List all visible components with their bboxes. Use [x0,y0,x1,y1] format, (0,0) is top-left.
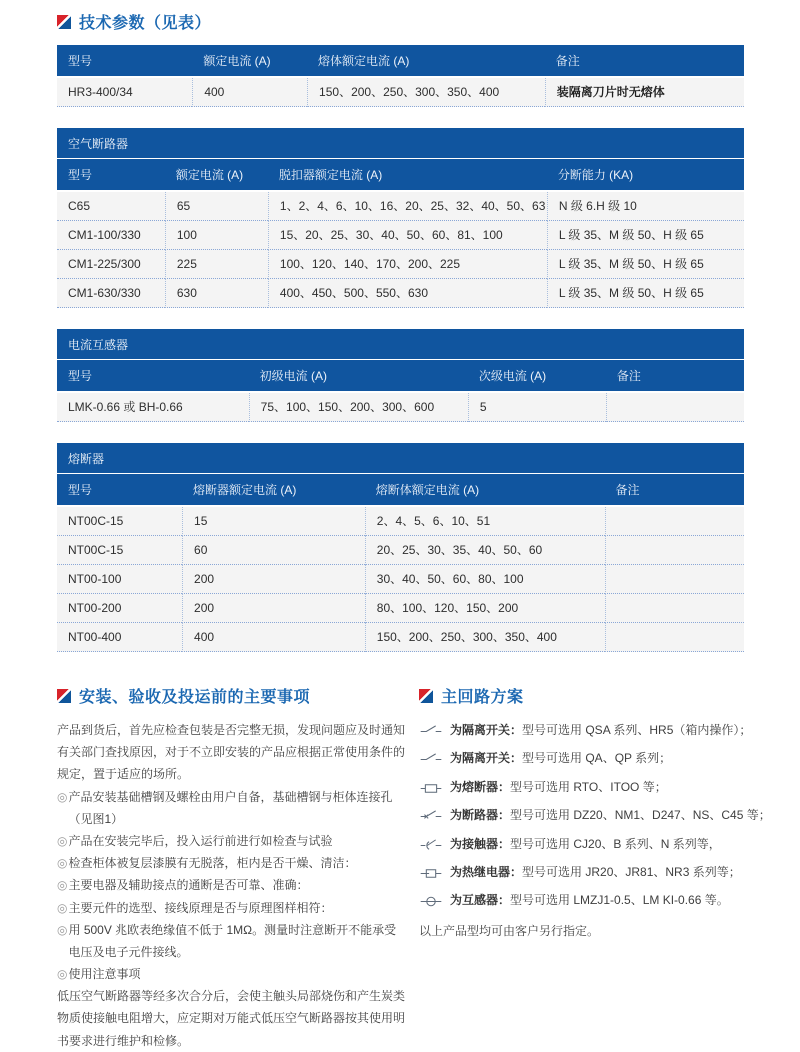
data-table [57,474,744,652]
table-cell: NT00C-15 [57,536,182,565]
table-cell: 5 [468,393,606,422]
table-cell: 200 [182,594,365,623]
install-bullet [57,830,405,852]
table-cell: 75、100、150、200、300、600 [249,393,468,422]
data-table [57,45,744,107]
install-bullet-text: 用 500V 兆欧表绝缘值不低于 1MΩ。测量时注意断开不能承受电压及电子元件接线。 [68,922,397,959]
table-cell: CM1-630/330 [57,279,165,308]
section-title: 技术参数（见表） [79,15,212,32]
table-cell: L 级 35、M 级 50、H 级 65 [547,250,744,279]
table-row [57,192,744,221]
install-section-heading [57,684,405,707]
table-title: 电流互感器 [57,329,744,359]
section-title: 安装、验收及投运前的主要事项 [79,689,311,706]
install-bullet [57,874,405,896]
page-content [57,0,771,1052]
circuit-item-label: 为断路器： [450,808,511,823]
column-header: 熔体额定电流 (A) [307,45,545,78]
table-row [57,565,744,594]
table-row [57,507,744,536]
diagonal-square-icon [57,689,71,703]
circuit-item-label: 为熔断器： [450,779,511,794]
install-bullet-text: 产品安装基础槽钢及螺栓由用户自备，基础槽钢与柜体连接孔（见图1） [68,789,393,826]
table-cell: CM1-225/300 [57,250,165,279]
table-row [57,623,744,652]
table-cell [605,565,744,594]
header-row [57,45,744,78]
circle-bullet-icon: ◎ [57,856,68,871]
isolator-switch-icon [419,724,443,747]
column-header: 型号 [57,159,165,192]
circuit-item [419,747,798,775]
circle-bullet-icon: ◎ [57,789,68,804]
table-cell: N 级 6.H 级 10 [547,192,744,221]
diagonal-square-icon [57,15,71,29]
table-cell: 150、200、250、300、350、400 [365,623,605,652]
table-row [57,279,744,308]
table-cell [606,393,744,422]
table-row [57,78,744,107]
table-cell: 20、25、30、35、40、50、60 [365,536,605,565]
table-cell: C65 [57,192,165,221]
circuit-item [419,889,798,917]
table-cell: NT00C-15 [57,507,182,536]
circuit-item-text [450,719,751,742]
install-outro: 低压空气断路器等经多次合分后，会使主触头局部烧伤和产生炭类物质使接触电阻增大，应定期对万能式低压空气断路器按其使用明书要求进行维护和检修。 [57,989,406,1048]
table-cell: 80、100、120、150、200 [365,594,605,623]
table-current-transformer [57,329,744,422]
table-title: 熔断器 [57,443,744,473]
table-hr3 [57,45,744,107]
circuit-item [419,861,798,889]
circuit-item [419,719,798,747]
circle-bullet-icon: ◎ [57,878,68,893]
table-cell: CM1-100/330 [57,221,165,250]
table-cell: 225 [165,250,268,279]
contactor-icon [419,838,443,861]
table-cell [605,594,744,623]
circuit-item [419,804,798,832]
circuit-item-label: 为隔离开关： [450,723,523,737]
column-header: 额定电流 (A) [192,45,307,78]
table-cell: HR3-400/34 [57,78,192,107]
install-bullet-text: 检查柜体被复层漆膜有无脱落，柜内是否干燥、清洁： [68,856,357,871]
circuit-item-desc: 型号可选用 JR20、JR81、NR3 系列等； [522,864,741,879]
table-cell: L 级 35、M 级 50、H 级 65 [547,279,744,308]
column-header: 初级电流 (A) [249,360,468,393]
table-cell: LMK-0.66 或 BH-0.66 [57,393,249,422]
table-cell: 400 [192,78,307,107]
column-header: 型号 [57,474,182,507]
table-cell: 65 [165,192,268,221]
table-cell: 2、4、5、6、10、51 [365,507,605,536]
table-cell: 100 [165,221,268,250]
data-table [57,159,744,308]
table-row [57,594,744,623]
circuit-item-desc: 型号可选用 DZ20、NM1、D247、NS、C45 等； [510,808,771,823]
circle-bullet-icon: ◎ [57,967,68,982]
column-header: 熔断器额定电流 (A) [182,474,365,507]
circle-bullet-icon: ◎ [57,833,68,848]
column-header: 脱扣器额定电流 (A) [268,159,547,192]
install-bullet [57,786,405,830]
circuit-item-label: 为互感器： [450,893,511,908]
fuse-icon [419,781,443,804]
table-cell: 630 [165,279,268,308]
install-bullet [57,963,405,985]
install-bullet [57,919,405,963]
thermal-relay-icon [419,866,443,889]
table-cell: 1、2、4、6、10、16、20、25、32、40、50、63 [268,192,547,221]
install-bullet-text: 主要元件的选型、接线原理是否与原理图样相符： [68,900,333,915]
install-bullet-text: 产品在安装完毕后，投入运行前进行如检查与试验 [68,833,333,848]
isolator-switch-icon [419,752,443,775]
install-section [57,680,405,1052]
circuit-item-text [450,804,771,827]
column-header: 额定电流 (A) [165,159,268,192]
diagonal-square-icon [419,689,433,703]
circuit-item-list [419,719,798,918]
table-cell: NT00-200 [57,594,182,623]
table-cell [605,536,744,565]
install-bullet [57,897,405,919]
table-cell: 150、200、250、300、350、400 [307,78,545,107]
table-cell: NT00-100 [57,565,182,594]
table-cell: 30、40、50、60、80、100 [365,565,605,594]
table-cell [605,623,744,652]
section-title: 主回路方案 [441,689,524,706]
install-bullet-list [57,786,405,986]
table-cell: 60 [182,536,365,565]
header-row [57,474,744,507]
circuit-item-label: 为热继电器： [450,864,523,879]
header-row [57,360,744,393]
table-row [57,221,744,250]
transformer-icon [419,894,443,917]
column-header: 型号 [57,45,192,78]
column-header: 次级电流 (A) [468,360,606,393]
circuit-item [419,833,798,861]
circuit-item-desc: 型号可选用 QSA 系列、HR5（箱内操作）； [522,723,752,737]
install-intro: 产品到货后，首先应检查包装是否完整无损，发现问题应及时通知有关部门查找原因，对于不立即安装的产品应根据正常使用条件的规定，置于适应的场所。 [57,723,406,782]
table-cell: 100、120、140、170、200、225 [268,250,547,279]
circuit-item-desc: 型号可选用 QA、QP 系列； [522,751,672,766]
circuit-item-desc: 型号可选用 CJ20、B 系列、N 系列等， [510,836,721,851]
table-cell: 200 [182,565,365,594]
table-row [57,393,744,422]
column-header: 备注 [605,474,744,507]
column-header: 分断能力 (KA) [547,159,744,192]
table-fuse [57,443,744,652]
column-header: 备注 [545,45,744,78]
table-cell: 装隔离刀片时无熔体 [545,78,744,107]
table-cell [605,507,744,536]
circuit-section [419,680,798,1052]
bottom-columns [57,680,798,1052]
circuit-item [419,776,798,804]
tech-section-heading [57,10,744,33]
table-air-breaker [57,128,744,308]
table-title: 空气断路器 [57,128,744,158]
column-header: 熔断体额定电流 (A) [365,474,605,507]
table-row [57,250,744,279]
table-cell: NT00-400 [57,623,182,652]
table-cell: 15 [182,507,365,536]
column-header: 备注 [606,360,744,393]
circuit-item-text [450,776,667,799]
table-cell: 400、450、500、550、630 [268,279,547,308]
circle-bullet-icon: ◎ [57,900,68,915]
column-header: 型号 [57,360,249,393]
data-table [57,360,744,422]
table-cell: 15、20、25、30、40、50、60、81、100 [268,221,547,250]
install-bullet-text: 使用注意事项 [68,967,141,982]
circuit-section-heading [419,684,798,707]
circuit-item-label: 为接触器： [450,836,511,851]
circuit-item-text [450,861,741,884]
circle-bullet-icon: ◎ [57,922,68,937]
table-cell: L 级 35、M 级 50、H 级 65 [547,221,744,250]
circuit-item-text [450,833,721,856]
header-row [57,159,744,192]
breaker-icon [419,809,443,832]
circuit-item-desc: 型号可选用 LMZJ1-0.5、LM KI-0.66 等。 [510,893,729,908]
circuit-item-text [450,747,671,770]
install-bullet-text: 主要电器及辅助接点的通断是否可靠、准确： [68,878,309,893]
table-row [57,536,744,565]
circuit-item-desc: 型号可选用 RTO、ITOO 等； [510,779,667,794]
table-cell: 400 [182,623,365,652]
install-bullet [57,852,405,874]
circuit-item-text [450,889,729,912]
circuit-footer: 以上产品型均可由客户另行指定。 [419,923,600,938]
circuit-item-label: 为隔离开关： [450,751,523,766]
